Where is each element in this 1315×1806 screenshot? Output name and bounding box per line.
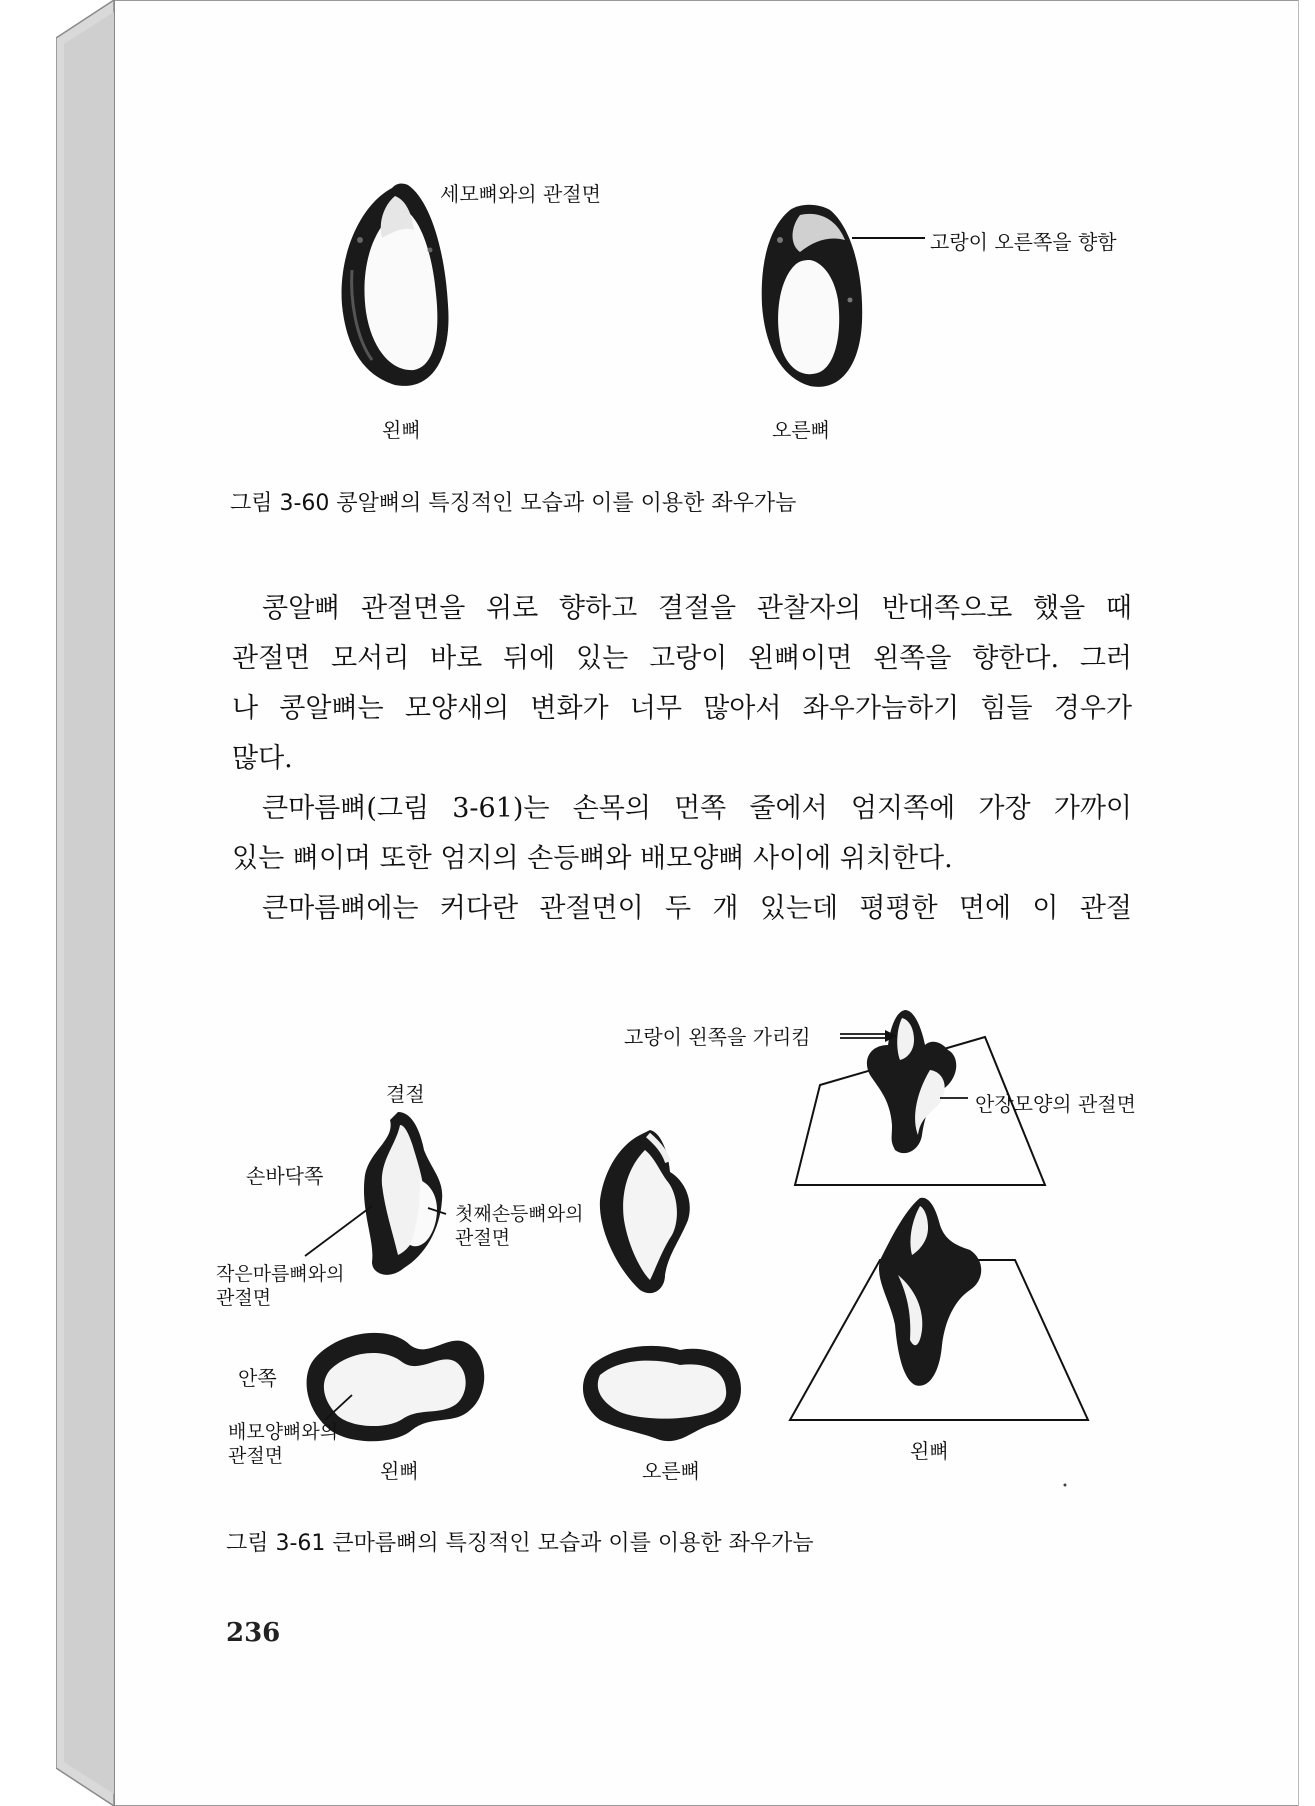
trapezium-view-2 — [600, 1130, 690, 1293]
fig61-right-bone-label: 오른뼈 — [642, 1459, 700, 1483]
page-number: 236 — [226, 1618, 281, 1648]
fig61-left-bone-label: 왼뼈 — [380, 1459, 419, 1483]
fig61-scaphoid-label — [228, 1420, 338, 1468]
trapezium-view-4 — [583, 1346, 741, 1441]
fig60-caption: 그림 3-60 콩알뼈의 특징적인 모습과 이를 이용한 좌우가늠 — [230, 491, 797, 516]
fig61-palmar-label: 손바닥쪽 — [246, 1164, 324, 1188]
fig61-trapezoid-label — [216, 1262, 344, 1310]
fig60-right-bone-label: 오른뼈 — [772, 418, 830, 442]
p2-line-1: 큰마름뼈(그림 3-61)는 손목의 먼쪽 줄에서 엄지쪽에 가장 가까이 — [262, 793, 1132, 824]
p3-line-1: 큰마름뼈에는 커다란 관절면이 두 개 있는데 평평한 면에 이 관절 — [262, 893, 1132, 924]
fig61-first-metacarpal-label — [455, 1202, 583, 1250]
fig61-caption: 그림 3-61 큰마름뼈의 특징적인 모습과 이를 이용한 좌우가늠 — [226, 1531, 814, 1556]
fig60-groove-label: 고랑이 오른쪽을 향함 — [930, 230, 1117, 254]
fig61-scaphoid-line-1: 배모양뼈와의 — [228, 1421, 339, 1443]
fig61-groove-left-label: 고랑이 왼쪽을 가리킴 — [624, 1025, 811, 1049]
fig60-left-bone-label: 왼뼈 — [382, 418, 421, 442]
fig61-tubercle-label: 결절 — [386, 1082, 425, 1106]
trapezium-view-1 — [305, 1112, 446, 1275]
fig61-saddle-label: 안장모양의 관절면 — [975, 1092, 1136, 1116]
p1-line-3: 나 콩알뼈는 모양새의 변화가 너무 많아서 좌우가늠하기 힘들 경우가 — [232, 693, 1132, 724]
fig61-scaphoid-line-2: 관절면 — [228, 1445, 284, 1467]
fig61-medial-label: 안쪽 — [238, 1366, 277, 1390]
p2-line-2: 있는 뼈이며 또한 엄지의 손등뼈와 배모양뼈 사이에 위치한다. — [232, 843, 953, 874]
p1-line-2: 관절면 모서리 바로 뒤에 있는 고랑이 왼뼈이면 왼쪽을 향한다. 그러 — [232, 643, 1132, 674]
fig61-trapezoid-line-1: 작은마름뼈와의 — [216, 1263, 345, 1285]
fig60-facet-label: 세모뼈와의 관절면 — [440, 182, 601, 206]
p1-line-4: 많다. — [232, 743, 293, 774]
p1-line-1: 콩알뼈 관절면을 위로 향하고 결절을 관찰자의 반대쪽으로 했을 때 — [262, 593, 1132, 624]
fig61-left-3d-label: 왼뼈 — [910, 1439, 949, 1463]
fig61-first-metacarpal-line-1: 첫째손등뼈와의 — [455, 1203, 584, 1225]
fig61-trapezoid-line-2: 관절면 — [216, 1287, 272, 1309]
fig61-first-metacarpal-line-2: 관절면 — [455, 1227, 511, 1249]
